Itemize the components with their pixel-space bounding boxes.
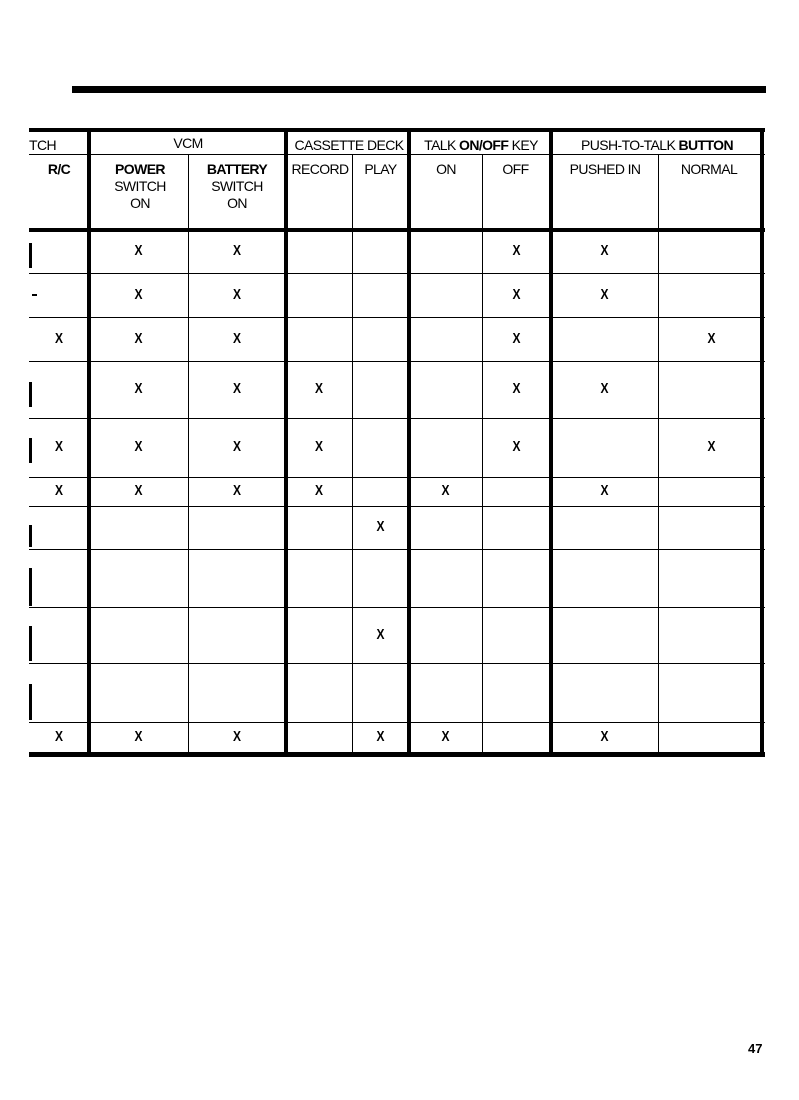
column-header-pushed-in: PUSHED IN	[569, 161, 641, 177]
check-mark-rc: X	[54, 438, 63, 455]
table-rule	[29, 128, 765, 132]
table-rule	[29, 607, 765, 608]
check-mark-battery: X	[232, 241, 241, 259]
page-number: 47	[748, 1041, 763, 1056]
column-header-battery-switch: BATTERY SWITCH ON	[206, 161, 268, 211]
check-mark-record: X	[314, 438, 323, 455]
check-mark-rc: X	[54, 727, 63, 745]
column-divider	[188, 154, 189, 754]
group-header-vcm: VCM	[173, 135, 203, 151]
check-mark-rc: X	[54, 482, 63, 499]
check-mark-power: X	[134, 380, 143, 397]
column-header-talk-on: ON	[436, 161, 456, 177]
check-mark-talk_off: X	[512, 285, 521, 303]
check-mark-talk_off: X	[512, 329, 521, 347]
table-rule	[29, 418, 765, 419]
check-mark-power: X	[134, 285, 143, 303]
edge-mark	[29, 438, 32, 463]
table-rule	[29, 361, 765, 362]
table-rule	[29, 722, 765, 723]
check-mark-play: X	[376, 518, 385, 535]
column-header-record: RECORD	[291, 161, 349, 177]
check-mark-pushed_in: X	[600, 241, 609, 259]
group-header-switch: TCH	[29, 137, 56, 153]
check-mark-rc: X	[54, 329, 63, 347]
edge-mark	[29, 626, 32, 661]
group-divider	[87, 128, 91, 757]
check-mark-power: X	[134, 482, 143, 499]
edge-mark	[29, 568, 32, 606]
check-mark-normal: X	[707, 329, 716, 347]
column-divider	[482, 154, 483, 754]
column-divider	[352, 154, 353, 754]
table-rule	[29, 506, 765, 507]
check-mark-battery: X	[232, 285, 241, 303]
table-rule	[29, 663, 765, 664]
check-mark-battery: X	[232, 438, 241, 455]
check-mark-battery: X	[232, 380, 241, 397]
column-header-talk-off: OFF	[502, 161, 529, 177]
check-mark-talk_off: X	[512, 241, 521, 259]
check-mark-power: X	[134, 241, 143, 259]
edge-mark	[29, 382, 32, 407]
check-mark-power: X	[134, 329, 143, 347]
check-mark-talk_off: X	[512, 380, 521, 397]
table-rule	[29, 477, 765, 478]
group-divider	[284, 128, 288, 757]
edge-mark	[29, 525, 32, 547]
column-divider	[658, 154, 659, 754]
group-divider	[407, 128, 411, 757]
check-mark-battery: X	[232, 329, 241, 347]
check-mark-record: X	[314, 380, 323, 397]
table-rule	[29, 752, 765, 757]
group-header-talk-key: TALK ON/OFF KEY	[424, 137, 538, 153]
table-rule	[29, 317, 765, 318]
table-rule	[29, 273, 765, 274]
group-header-push-to-talk: PUSH-TO-TALK BUTTON	[581, 137, 733, 153]
group-header-cassette-deck: CASSETTE DECK	[294, 137, 404, 153]
check-mark-pushed_in: X	[600, 380, 609, 397]
check-mark-talk_off: X	[512, 438, 521, 455]
column-header-play: PLAY	[364, 161, 397, 177]
top-rule	[72, 86, 766, 93]
column-header-power-switch: POWER SWITCH ON	[114, 161, 166, 211]
table-rule	[29, 228, 765, 232]
check-mark-play: X	[376, 625, 385, 643]
column-header-normal: NORMAL	[680, 161, 738, 177]
group-divider	[760, 128, 764, 757]
table-rule	[29, 154, 765, 155]
table-rule	[29, 549, 765, 550]
column-header-rc: R/C	[47, 161, 71, 177]
check-mark-battery: X	[232, 482, 241, 499]
check-mark-pushed_in: X	[600, 727, 609, 745]
check-mark-battery: X	[232, 727, 241, 745]
group-divider	[549, 128, 553, 757]
edge-mark	[29, 243, 32, 268]
check-mark-pushed_in: X	[600, 482, 609, 499]
edge-mark	[29, 684, 32, 720]
edge-mark	[32, 294, 37, 296]
check-mark-talk_on: X	[441, 482, 450, 499]
check-mark-talk_on: X	[441, 727, 450, 745]
check-mark-pushed_in: X	[600, 285, 609, 303]
check-mark-normal: X	[707, 438, 716, 455]
check-mark-record: X	[314, 482, 323, 499]
check-mark-play: X	[376, 727, 385, 745]
check-mark-power: X	[134, 727, 143, 745]
check-mark-power: X	[134, 438, 143, 455]
